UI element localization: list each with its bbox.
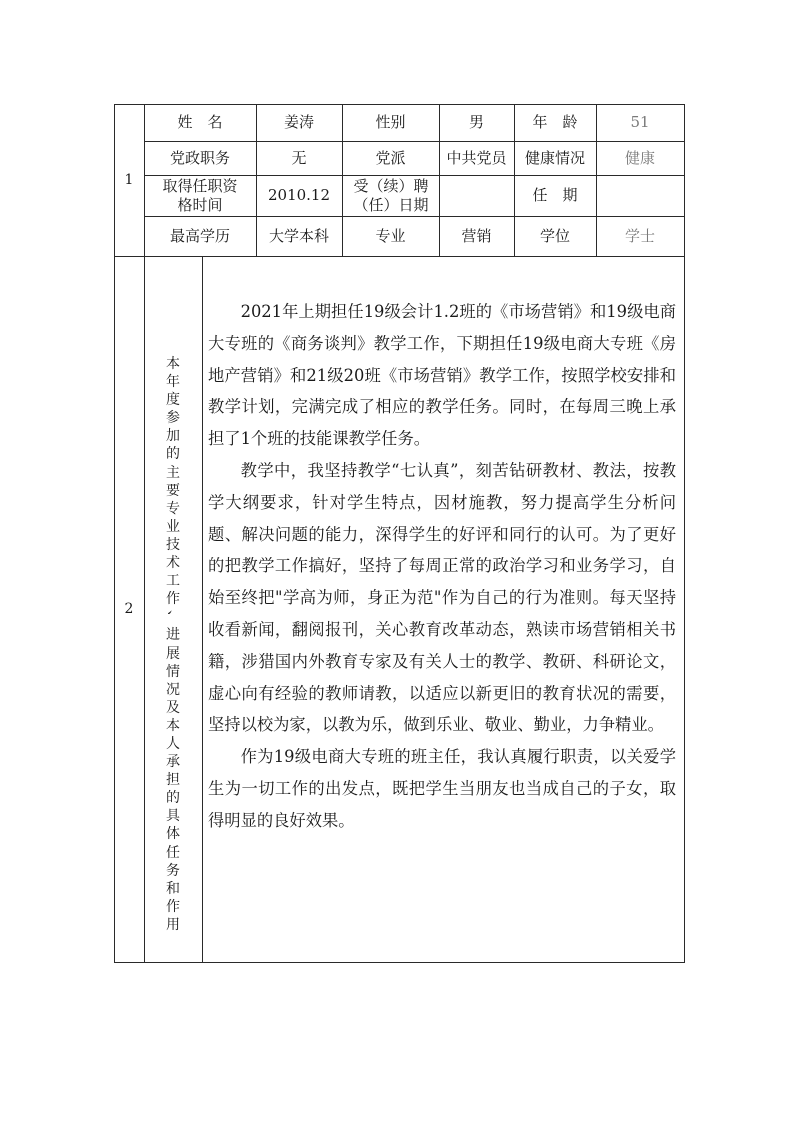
name-value: 姜涛 <box>283 113 314 131</box>
qualification-time-label: 取得任职资格时间 <box>162 176 238 214</box>
label-char: 具 <box>166 808 180 825</box>
label-char: 技 <box>166 536 180 553</box>
party-post-value: 无 <box>291 148 307 167</box>
education-value: 大学本科 <box>268 226 329 245</box>
label-char: 加 <box>166 428 180 445</box>
degree-value: 学士 <box>624 226 655 245</box>
term-label: 任 期 <box>532 186 578 204</box>
label-char: 的 <box>166 446 180 463</box>
paragraph-3: 作为19级电商大专班的班主任，我认真履行职责，以关爱学生为一切工作的出发点，既把学生当朋友也当成自己的子女，取得明显的良好效果。 <box>208 747 676 830</box>
label-char: 年 <box>166 374 180 391</box>
health-value: 健康 <box>624 148 655 167</box>
row-number-1: 1 <box>124 172 134 188</box>
label-char: 作 <box>166 898 180 915</box>
label-char: 本 <box>166 356 180 372</box>
gender-label: 性别 <box>375 113 406 131</box>
label-char: 用 <box>166 916 180 933</box>
education-label: 最高学历 <box>169 226 230 245</box>
label-char: 要 <box>166 482 180 499</box>
work-description-body <box>208 296 676 837</box>
label-char: 度 <box>166 392 180 409</box>
label-char: 体 <box>166 826 180 843</box>
gender-value: 男 <box>468 113 484 131</box>
label-char: 承 <box>166 754 180 771</box>
label-char: 作 <box>166 591 180 608</box>
label-char: 及 <box>166 699 180 716</box>
paragraph-1: 2021年上期担任19级会计1.2班的《市场营销》和19级电商大专班的《商务谈判》教学工作，下期担任19级电商大专班《房地产营销》和21级20班《市场营销》教学工作，按照学校安排和教学计划，完满完成了相应的教学任务。同时，在每周三晚上承担了1个班的技能课教学任务。 <box>208 302 676 449</box>
label-char: 展 <box>166 645 180 662</box>
label-char: 工 <box>166 573 180 590</box>
appointment-date-label: 受（续）聘（任）日期 <box>353 176 429 214</box>
qualification-time-value: 2010.12 <box>267 186 331 204</box>
label-char: 况 <box>166 681 180 698</box>
term-value <box>596 175 684 216</box>
label-char: 主 <box>166 464 180 481</box>
label-char: 、 <box>165 610 182 625</box>
health-label: 健康情况 <box>524 148 585 167</box>
section-divider <box>114 256 684 257</box>
major-value: 营销 <box>461 226 492 245</box>
label-char: 人 <box>166 735 180 752</box>
age-value: 51 <box>630 113 650 131</box>
major-label: 专业 <box>375 226 406 245</box>
label-char: 进 <box>166 627 180 644</box>
label-char: 和 <box>166 880 180 897</box>
table-border-right <box>684 104 685 963</box>
table-border-bottom <box>114 962 684 963</box>
label-char: 情 <box>166 663 180 680</box>
age-label: 年 龄 <box>532 113 578 131</box>
paragraph-2: 教学中，我坚持教学“七认真”，刻苦钻研教材、教法，按教学大纲要求，针对学生特点，因材施教，努力提高学生分析问题、解决问题的能力，深得学生的好评和同行的认可。为了更好的把教学工作搞好，坚持了每周正常的政治学习和业务学习，自始至终把"学高为师，身正为范"作为自己的行为准则。每天坚持收看新闻，翻阅报刊，关心教育改革动态，熟读市场营销相关书籍，涉猎国内外教育专家及有关人士的教学、教研、科研论文，虚心向有经验的教师请教，以适应以新更旧的教育状况的需要，坚持以校为家，以教为乐，做到乐业、敬业、勤业，力争精业。 <box>208 460 676 735</box>
label-char: 术 <box>166 555 180 572</box>
party-label: 党派 <box>375 148 406 167</box>
label-char: 任 <box>166 844 180 861</box>
party-post-label: 党政职务 <box>169 148 230 167</box>
degree-label: 学位 <box>539 226 570 245</box>
label-char: 的 <box>166 790 180 807</box>
work-description-label <box>150 355 196 934</box>
appointment-date-value <box>439 175 514 216</box>
party-value: 中共党员 <box>446 148 507 167</box>
name-label: 姓 名 <box>177 113 223 131</box>
row-number-2: 2 <box>124 601 134 617</box>
label-char: 专 <box>166 500 180 517</box>
label-char: 本 <box>166 717 180 734</box>
label-char: 业 <box>166 518 180 535</box>
label-char: 担 <box>166 772 180 789</box>
label-char: 务 <box>166 862 180 879</box>
label-char: 参 <box>166 410 180 427</box>
label-column-divider <box>202 256 203 963</box>
